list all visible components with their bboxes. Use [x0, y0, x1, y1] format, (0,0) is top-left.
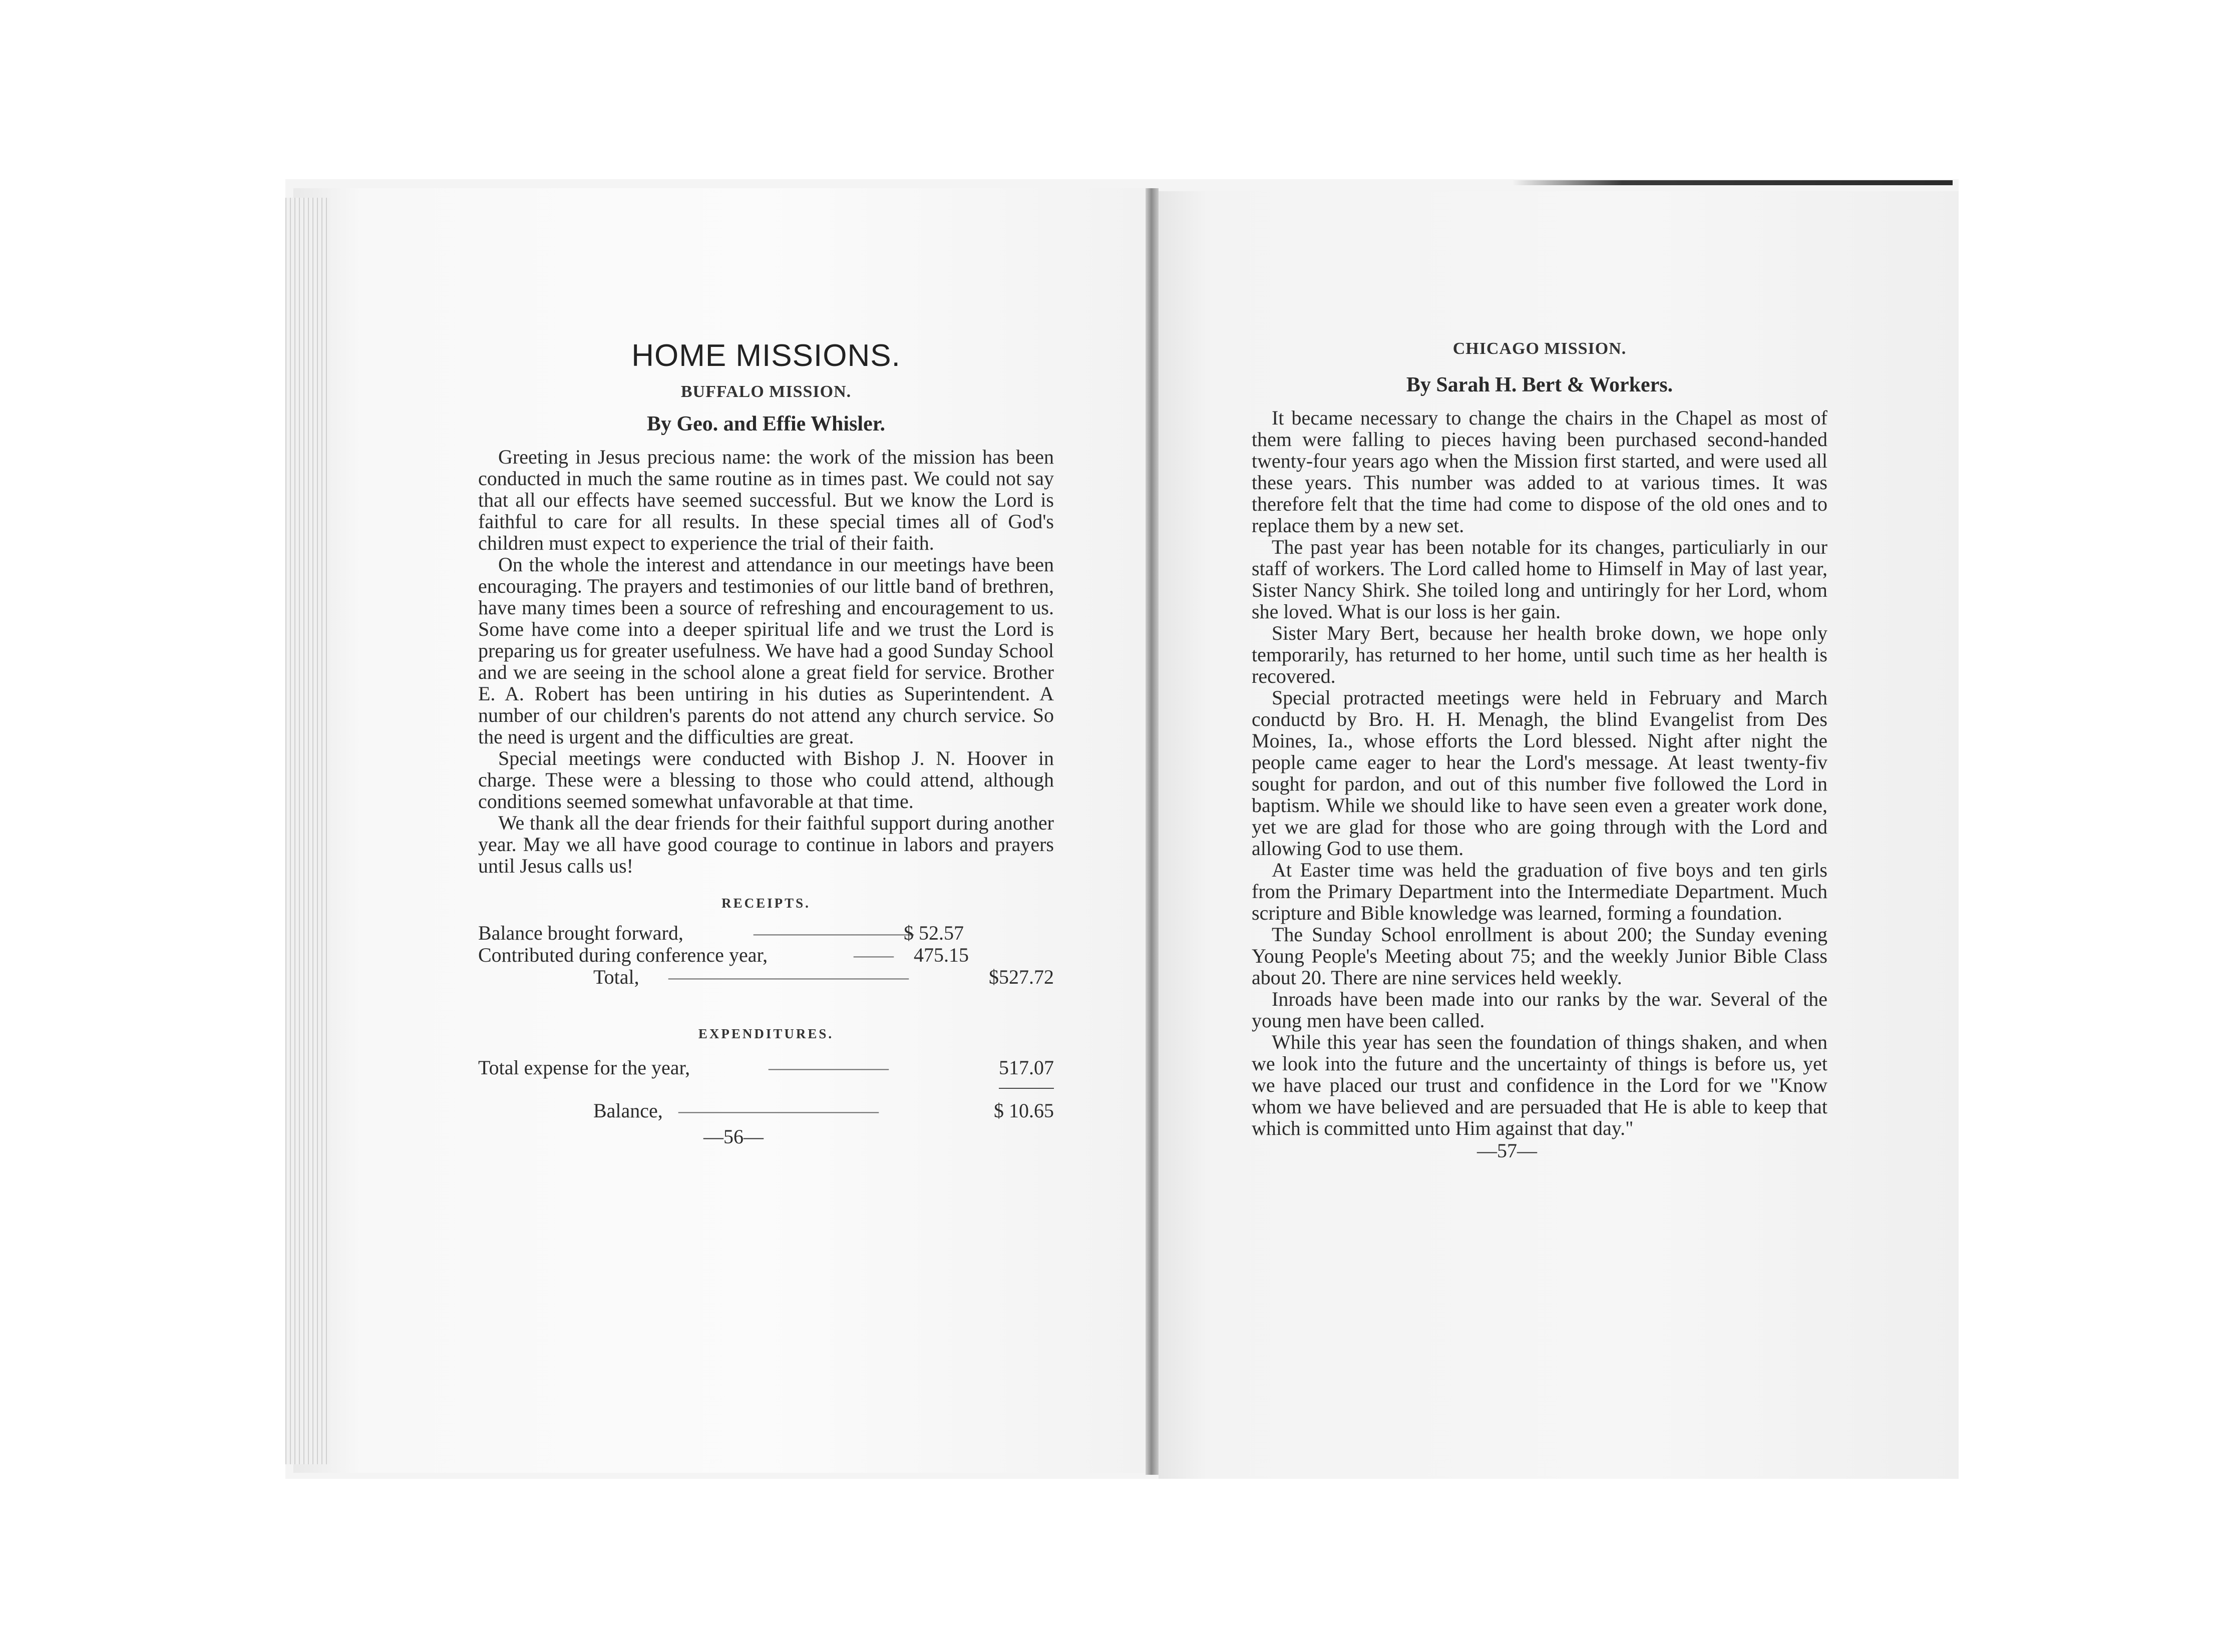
expenditures-heading: EXPENDITURES.	[698, 1026, 834, 1041]
paragraph: The past year has been notable for its changes, particuliarly in our staff of workers. The Lord called home to Himself in May of last year, Sister Nancy Shirk. She toiled long and untiringly for her Lord, whom she loved. What is our loss is her gain.	[1252, 536, 1827, 623]
balance-row	[478, 1100, 1054, 1122]
expense-label: Total expense for the year,	[478, 1056, 690, 1079]
paragraph: While this year has seen the foundation of things shaken, and when we look into the future and the uncertainty of things is before us, yet we have placed our trust and confidence in the Lord for we "Know whom we have believed and are persuaded that He is able to keep that which is committed unto Him against that day."	[1252, 1031, 1827, 1139]
balance-label: Balance brought forward,	[478, 922, 683, 944]
paragraph: Greeting in Jesus precious name: the work of the mission has been conducted in much the same routine as in times past. We could not say that all our effects have seemed successful. But we know the Lord is faithful to care for all results. In these special times all of God's children must expect to experience the trial of their faith.	[478, 446, 1054, 554]
paragraph: It became necessary to change the chairs in the Chapel as most of them were falling to pieces having been purchased second-handed twenty-four years ago when the Mission first started, and were used all these years. This number was added to at various times. It was therefore felt that the time had come to dispose of the old ones and to replace them by a new set.	[1252, 406, 1827, 537]
page-heading: HOME MISSIONS.	[631, 338, 901, 373]
byline: By Sarah H. Bert & Workers.	[1406, 373, 1673, 396]
mission-title: CHICAGO MISSION.	[1452, 339, 1627, 358]
receipt-row	[478, 944, 1054, 966]
right-column	[1252, 338, 1827, 1161]
byline: By Geo. and Effie Whisler.	[646, 412, 886, 436]
final-balance-label: Balance,	[593, 1099, 663, 1122]
expense-row	[478, 1057, 1054, 1079]
book-gutter	[1146, 188, 1159, 1475]
leader-dashes: ——————————	[678, 1099, 879, 1122]
leader-dashes: ——————	[769, 1056, 889, 1079]
paragraph: At Easter time was held the graduation of five boys and ten girls from the Primary Department into the Intermediate Department. Much scripture and Bible knowledge was learned, forming a foundation.	[1252, 859, 1827, 924]
expense-value: 517.07	[999, 1056, 1054, 1079]
leader-dashes: ————————————	[668, 966, 909, 988]
paragraph: The Sunday School enrollment is about 200; the Sunday evening Young People's Meeting about 75; and the weekly Junior Bible Class about 20. There are nine services held weekly.	[1252, 923, 1827, 989]
total-value: $527.72	[989, 966, 1054, 988]
contributed-label: Contributed during conference year,	[478, 944, 768, 966]
receipt-total-row	[478, 966, 1054, 988]
left-column	[478, 338, 1054, 1147]
paragraph: On the whole the interest and attendance in our meetings have been encouraging. The prayers and testimonies of our little band of brethren, have many times been a source of refreshing and encouragement to us. Some have come into a deeper spiritual life and we trust the Lord is preparing us for greater usefulness. We have had a good Sunday School and we are seeing in the school alone a great field for service. Brother E. A. Robert has been untiring in his duties as Superintendent. A number of our children's parents do not attend any church service. So the need is urgent and the difficulties are great.	[478, 553, 1054, 748]
sum-rule	[999, 1088, 1054, 1089]
total-label: Total,	[593, 966, 639, 988]
paragraph: Special meetings were conducted with Bishop J. N. Hoover in charge. These were a blessing to those who could attend, although conditions seemed somewhat unfavorable at that time.	[478, 747, 1054, 812]
page-number: —57—	[1477, 1139, 1537, 1162]
receipt-row	[478, 922, 1054, 944]
receipts-heading: RECEIPTS.	[721, 896, 811, 911]
paragraph: Special protracted meetings were held in February and March conductd by Bro. H. H. Menagh, the blind Evangelist from Des Moines, Ia., whose efforts the Lord blessed. Night after night the people came eager to hear the Lord's message. At least twenty-fiv sought for pardon, and out of this number five followed the Lord in baptism. While we should like to have seen even a greater work done, yet we are glad for those who are going through with the Lord and allowing God to use them.	[1252, 686, 1827, 860]
page-number: —56—	[703, 1125, 764, 1148]
contributed-value: 475.15	[914, 944, 969, 966]
leader-dashes: ————————	[754, 922, 914, 944]
leader-dashes: ——	[854, 944, 894, 966]
page-edges	[285, 198, 330, 1464]
mission-title: BUFFALO MISSION.	[680, 382, 852, 401]
paragraph: Inroads have been made into our ranks by the war. Several of the young men have been called.	[1252, 988, 1827, 1032]
cover-edge	[1512, 180, 1953, 185]
final-balance-value: $ 10.65	[994, 1099, 1054, 1122]
paragraph: We thank all the dear friends for their faithful support during another year. May we all have good courage to continue in labors and prayers until Jesus calls us!	[478, 811, 1054, 877]
paragraph: Sister Mary Bert, because her health broke down, we hope only temporarily, has returned to her home, until such time as her health is recovered.	[1252, 622, 1827, 687]
balance-value: $ 52.57	[904, 922, 964, 944]
